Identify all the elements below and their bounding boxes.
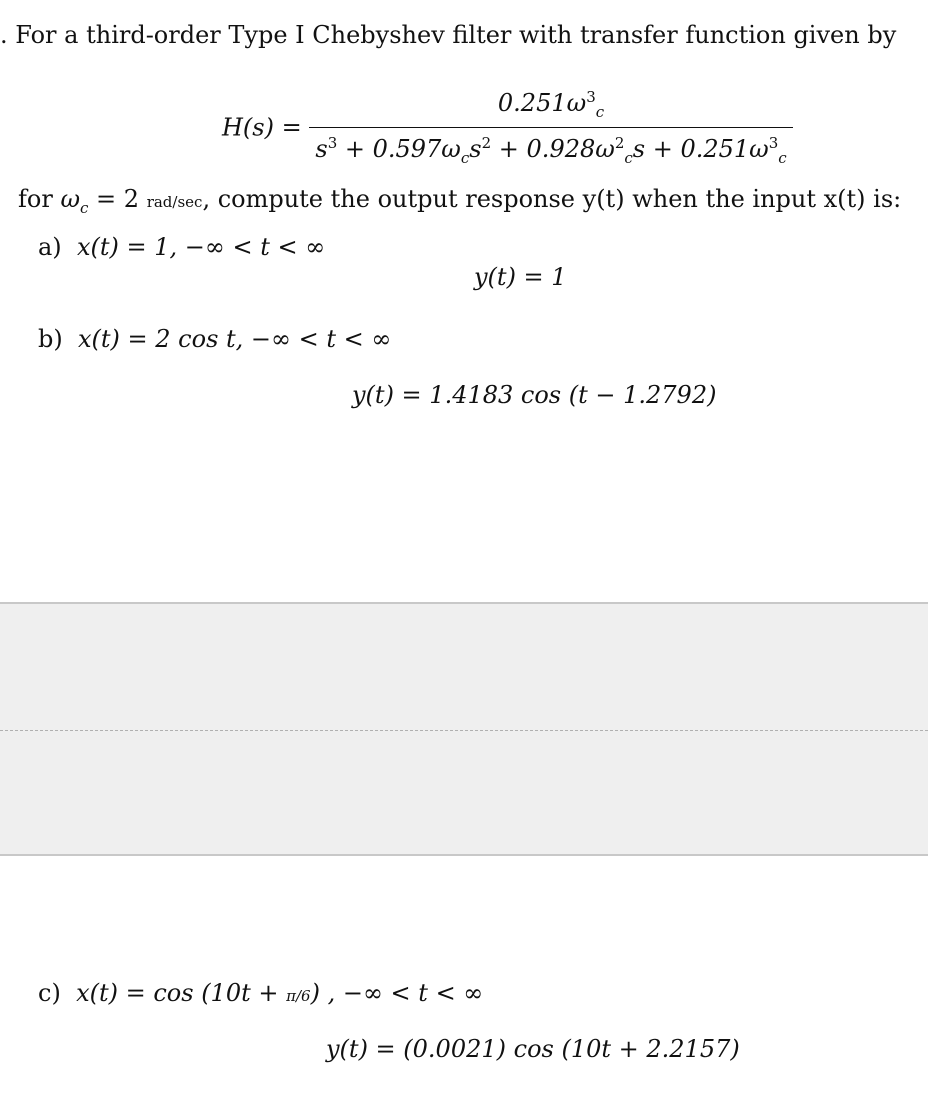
panel-divider — [0, 730, 928, 731]
numerator: $0.251\omega^3_c$ — [309, 82, 792, 128]
condition-line: for $\omega_c = 2$ rad/sec, compute the output response y(t) when the input x(t) is: — [18, 185, 902, 217]
part-c-input: c) x(t) = cos (10t + π/6) , −∞ < t < ∞ — [38, 979, 484, 1007]
answer-panel[interactable] — [0, 602, 928, 856]
equation-lhs: H(s) = — [222, 113, 302, 142]
problem-intro: . For a third-order Type I Chebyshev filter with transfer function given by — [0, 21, 897, 49]
part-c-answer: y(t) = (0.0021) cos (10t + 2.2157) — [326, 1035, 740, 1063]
part-a-input: a) x(t) = 1, −∞ < t < ∞ — [38, 233, 326, 261]
part-b-answer: y(t) = 1.4183 cos (t − 1.2792) — [352, 381, 717, 409]
part-a-answer: y(t) = 1 — [474, 263, 567, 291]
fraction — [309, 82, 792, 173]
transfer-function — [222, 82, 793, 173]
denominator: $s^3 + 0.597\omega_cs^2 + 0.928\omega^2_cs + 0.251\omega^3_c$ — [315, 133, 787, 167]
part-b-input: b) x(t) = 2 cos t, −∞ < t < ∞ — [38, 325, 392, 353]
